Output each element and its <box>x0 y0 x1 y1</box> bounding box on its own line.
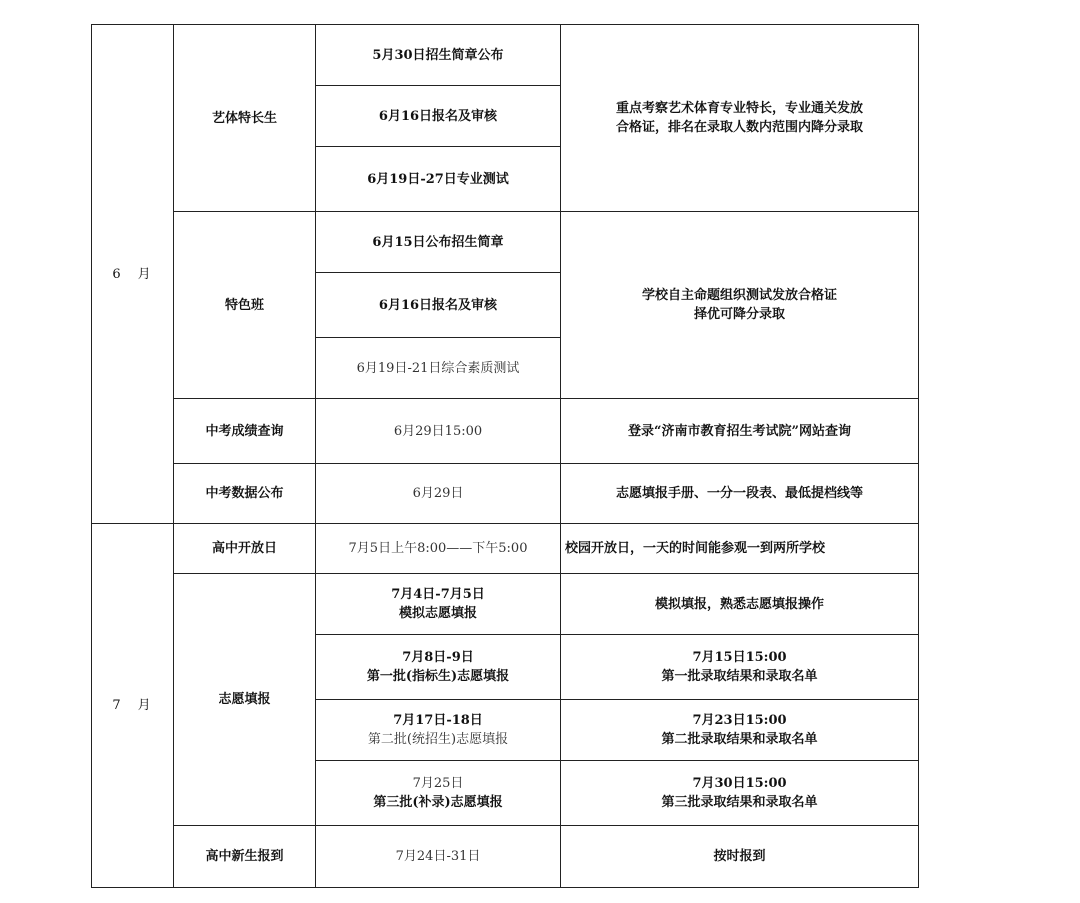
description-line: 第一批录取结果和录取名单 <box>661 669 818 684</box>
description-line: 学校自主命题组织测试发放合格证 <box>641 288 837 303</box>
time-cell: 7月24日-31日 <box>316 826 561 888</box>
description-line: 重点考察艺术体育专业特长，专业通关发放 <box>615 101 863 116</box>
description-data-release: 志愿填报手册、一分一段表、最低提档线等 <box>561 464 919 524</box>
description-special-class <box>561 212 919 399</box>
time-line: 7月8日-9日 <box>402 650 474 665</box>
description-line: 模拟填报，熟悉志愿填报操作 <box>654 596 824 612</box>
time-cell: 5月30日招生简章公布 <box>316 25 561 86</box>
table-row <box>92 574 919 635</box>
time-line: 第二批(统招生)志愿填报 <box>367 732 509 747</box>
table-row <box>92 524 919 574</box>
time-line: 7月17日-18日 <box>393 713 483 728</box>
time-line: 7月4日-7月5日 <box>391 587 485 602</box>
description-line: 7月15日15:00 <box>692 650 787 665</box>
time-cell: 6月16日报名及审核 <box>316 273 561 338</box>
time-line: 模拟志愿填报 <box>398 606 477 621</box>
description-cell <box>561 635 919 700</box>
month-june-cell: 6 月 <box>92 25 174 524</box>
category-application: 志愿填报 <box>174 574 316 826</box>
table-row <box>92 399 919 464</box>
description-cell <box>561 761 919 826</box>
description-art-sports <box>561 25 919 212</box>
time-cell: 6月16日报名及审核 <box>316 86 561 147</box>
category-registration: 高中新生报到 <box>174 826 316 888</box>
description-line: 第二批录取结果和录取名单 <box>661 732 818 747</box>
time-cell: 6月29日 <box>316 464 561 524</box>
category-score-query: 中考成绩查询 <box>174 399 316 464</box>
time-cell <box>316 761 561 826</box>
time-cell: 6月19日-21日综合素质测试 <box>316 338 561 399</box>
table-row <box>92 212 919 273</box>
time-line: 第三批(补录)志愿填报 <box>373 795 503 810</box>
month-july-cell: 7 月 <box>92 524 174 888</box>
table-row <box>92 826 919 888</box>
time-line: 7月25日 <box>412 776 464 791</box>
description-cell <box>561 574 919 635</box>
table-row <box>92 464 919 524</box>
description-line: 7月23日15:00 <box>692 713 787 728</box>
description-open-day: 校园开放日，一天的时间能参观一到两所学校 <box>561 524 919 574</box>
time-line: 第一批(指标生)志愿填报 <box>366 669 510 684</box>
time-cell: 7月5日上午8:00——下午5:00 <box>316 524 561 574</box>
description-cell <box>561 700 919 761</box>
description-line: 7月30日15:00 <box>692 776 787 791</box>
description-line: 合格证，排名在录取人数内范围内降分录取 <box>615 120 863 135</box>
admission-schedule-table <box>91 24 919 888</box>
table-row <box>92 25 919 86</box>
category-open-day: 高中开放日 <box>174 524 316 574</box>
description-line: 择优可降分录取 <box>693 307 785 322</box>
time-cell <box>316 700 561 761</box>
time-cell: 6月15日公布招生简章 <box>316 212 561 273</box>
time-cell: 6月19日-27日专业测试 <box>316 147 561 212</box>
description-score-query: 登录“济南市教育招生考试院”网站查询 <box>561 399 919 464</box>
time-cell: 6月29日15:00 <box>316 399 561 464</box>
time-cell <box>316 635 561 700</box>
description-registration: 按时报到 <box>561 826 919 888</box>
description-line: 第三批录取结果和录取名单 <box>661 795 818 810</box>
category-special-class: 特色班 <box>174 212 316 399</box>
category-art-sports: 艺体特长生 <box>174 25 316 212</box>
category-data-release: 中考数据公布 <box>174 464 316 524</box>
time-cell <box>316 574 561 635</box>
